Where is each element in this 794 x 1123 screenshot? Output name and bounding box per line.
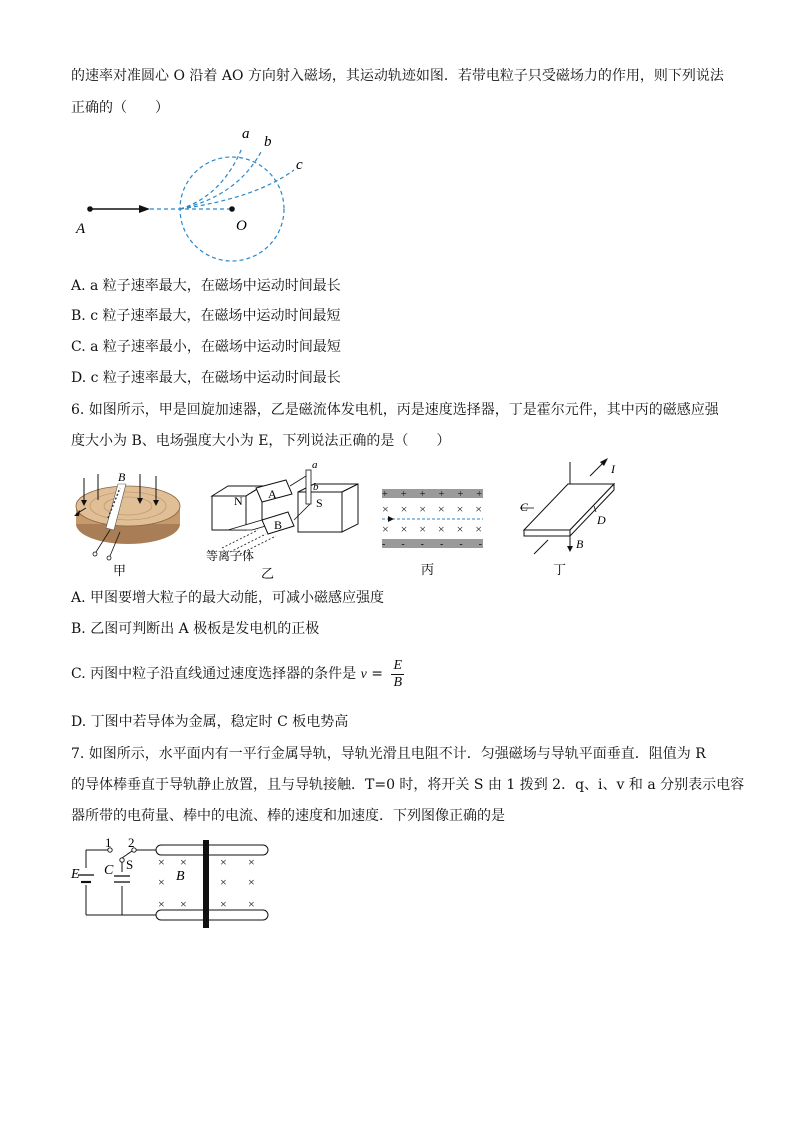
- trajectory-b: [180, 150, 262, 209]
- q5-option-a: A. a 粒子速率最大，在磁场中运动时间最长: [71, 278, 341, 294]
- mhd-caption: 乙: [261, 567, 275, 582]
- q6-stem-line1: 6. 如图所示，甲是回旋加速器，乙是磁流体发电机，丙是速度选择器，丁是霍尔元件，其中丙的磁感应强: [71, 402, 719, 418]
- mhd-label-B: B: [274, 518, 283, 532]
- circuit-label-C: C: [104, 863, 114, 878]
- trajectory-c: [180, 170, 294, 209]
- q5-option-b: B. c 粒子速率最大，在磁场中运动时间最短: [71, 308, 341, 324]
- hall-label-D: D: [597, 513, 606, 527]
- q6-option-c-eq: =: [371, 666, 383, 682]
- label-a: a: [242, 126, 250, 142]
- field-cross: ×: [158, 875, 165, 889]
- velocity-selector-figure: [376, 484, 486, 584]
- hall-label-B: B: [576, 537, 584, 551]
- selector-cross-row1: × × × × × ×: [382, 502, 482, 516]
- label-c: c: [296, 157, 303, 173]
- field-cross: ×: [180, 855, 187, 869]
- q7-stem-line2: 的导体棒垂直于导轨静止放置，且与导轨接触．T=0 时，将开关 S 由 1 拨到 2．q、i、v 和 a 分别表示电容: [71, 777, 745, 793]
- q6-option-c-v: v: [360, 667, 367, 682]
- field-cross: ×: [248, 875, 255, 889]
- selector-plus-signs: + + + + + +: [382, 489, 482, 500]
- q5-stem-line2: 正确的（ ）: [71, 100, 169, 116]
- q6-option-a: A. 甲图要增大粒子的最大动能，可减小磁感应强度: [71, 590, 385, 606]
- hall-label-C: C: [520, 500, 529, 514]
- field-cross: ×: [220, 855, 227, 869]
- hall-label-I: I: [611, 462, 615, 476]
- label-A: A: [76, 221, 86, 237]
- circuit-label-1: 1: [105, 835, 112, 850]
- fraction-denominator: B: [393, 674, 402, 690]
- selector-cross-row2: × × × × × ×: [382, 522, 482, 536]
- q6-option-c: [71, 652, 404, 697]
- circuit-label-S: S: [126, 857, 134, 872]
- hall-element-figure: [508, 458, 630, 582]
- selector-caption: 丙: [421, 563, 435, 578]
- field-cross: ×: [248, 855, 255, 869]
- mhd-label-N: N: [234, 494, 243, 508]
- field-cross: ×: [248, 897, 255, 911]
- q5-option-d: D. c 粒子速率最大，在磁场中运动时间最长: [71, 370, 341, 386]
- cyclotron-figure: [66, 466, 190, 581]
- fraction-numerator: E: [393, 657, 402, 673]
- field-cross: ×: [220, 897, 227, 911]
- point-A: [87, 206, 93, 212]
- q6-option-c-prefix: C. 丙图中粒子沿直线通过速度选择器的条件是: [71, 666, 357, 682]
- arrow-icon: [139, 205, 150, 213]
- cyclotron-label-B: B: [118, 470, 126, 484]
- q6-option-c-fraction: [391, 658, 404, 691]
- q6-option-b: B. 乙图可判断出 A 极板是发电机的正极: [71, 621, 320, 637]
- selector-minus-signs: - - - - - -: [382, 539, 482, 550]
- mhd-label-a: a: [312, 459, 318, 471]
- center-O: [229, 206, 235, 212]
- q7-stem-line3: 器所带的电荷量、棒中的电流、棒的速度和加速度．下列图像正确的是: [71, 808, 505, 824]
- q5-figure: [70, 124, 330, 244]
- field-cross: ×: [158, 897, 165, 911]
- label-b: b: [264, 134, 272, 150]
- mhd-label-plasma: 等离子体: [206, 549, 255, 563]
- q5-option-c: C. a 粒子速率最小，在磁场中运动时间最短: [71, 339, 341, 355]
- circuit-label-B: B: [176, 869, 185, 884]
- q6-option-d: D. 丁图中若导体为金属，稳定时 C 板电势高: [71, 714, 349, 730]
- mhd-label-A: A: [268, 487, 277, 501]
- mhd-label-b: b: [313, 481, 319, 493]
- arrow-icon: [567, 546, 573, 552]
- q6-stem-line2: 度大小为 B、电场强度大小为 E，下列说法正确的是（ ）: [71, 433, 451, 449]
- field-cross: ×: [158, 855, 165, 869]
- label-O: O: [236, 218, 247, 234]
- circuit-label-2: 2: [128, 835, 135, 850]
- field-cross: ×: [220, 875, 227, 889]
- field-cross: ×: [180, 897, 187, 911]
- q5-stem-line1: 的速率对准圆心 O 沿着 AO 方向射入磁场，其运动轨迹如图．若带电粒子只受磁场力的作用，则下列说法: [71, 68, 724, 84]
- cyclotron-caption: 甲: [113, 564, 127, 579]
- mhd-generator-figure: [204, 456, 362, 581]
- circuit-label-E: E: [71, 867, 80, 882]
- q7-stem-line1: 7. 如图所示，水平面内有一平行金属导轨，导轨光滑且电阻不计．匀强磁场与导轨平面垂直．阻值为 R: [71, 746, 706, 762]
- hall-caption: 丁: [553, 563, 567, 578]
- mhd-label-S: S: [316, 496, 323, 510]
- q7-circuit-figure: [70, 834, 276, 934]
